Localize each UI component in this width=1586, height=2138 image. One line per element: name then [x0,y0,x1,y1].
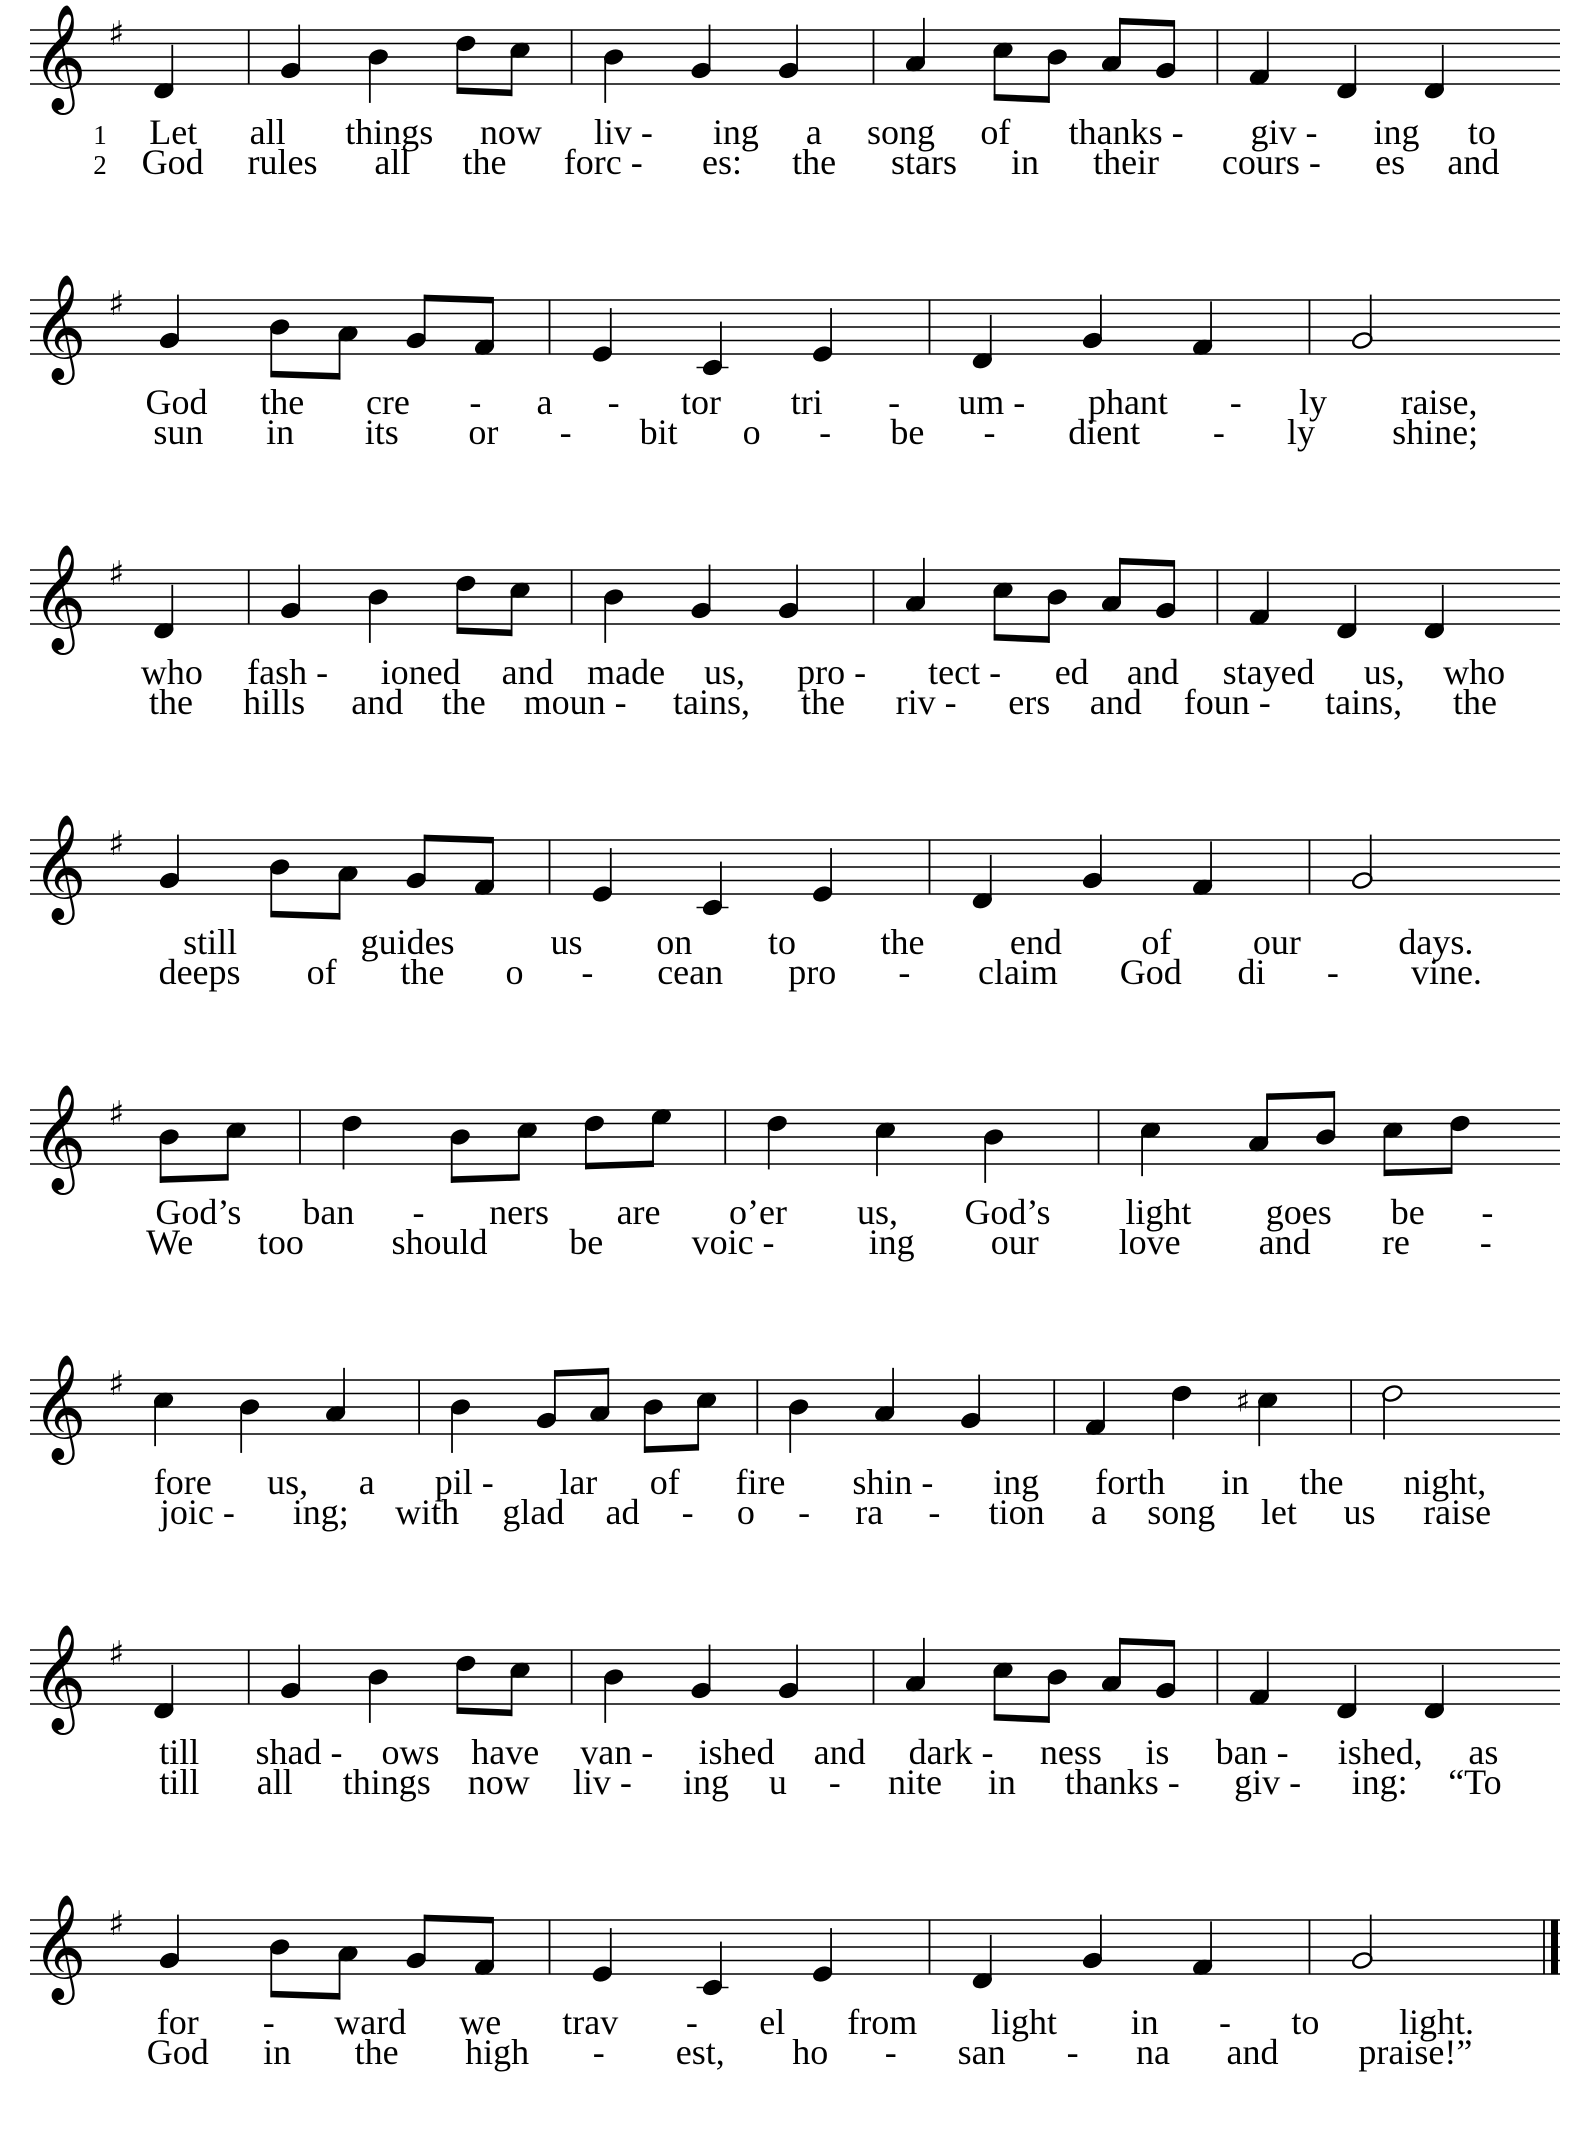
lyric-syllable: lar [559,1462,598,1502]
lyric-syllable: who [1443,652,1506,692]
lyric-syllable: fore [153,1462,212,1502]
lyric-syllable: the [354,2032,399,2072]
lyric-syllable: cre [365,382,410,422]
lyric-syllable: vine. [1410,952,1482,992]
lyric-syllable: all [256,1762,293,1802]
beam [424,295,494,304]
lyric-syllable: ing; [292,1492,349,1532]
lyric-syllable: ers [1008,682,1051,722]
lyric-syllable: a [536,382,553,422]
lyric-syllable: forth [1095,1462,1166,1502]
lyric-syllable: shad - [255,1732,343,1772]
lyric-syllable: “To [1448,1762,1502,1802]
lyric-syllable: the [801,682,845,722]
lyric-syllable: pil - [434,1462,494,1502]
lyric-syllable: praise!” [1358,2032,1473,2072]
lyric-syllable: be [1390,1192,1425,1232]
lyric-syllable: guides [360,922,455,962]
lyric-syllable: in [263,2032,292,2072]
key-signature-sharp-icon: ♯ [108,1634,125,1674]
lyric-syllable: - [928,1492,941,1532]
lyric-syllable: the [260,382,305,422]
lyric-syllable: - [983,412,996,452]
lyric-syllable: giv - [1250,112,1318,152]
lyric-syllable: um - [958,382,1026,422]
lyric-syllable: the [462,142,507,182]
lyric-syllable: tains, [1325,682,1403,722]
staff-system-6 [30,1353,1560,1532]
lyric-syllable: ing [868,1222,915,1262]
lyric-syllable: stayed [1222,652,1315,692]
treble-clef-icon: 𝄞 [32,1353,87,1460]
lyric-syllable: - [1212,412,1225,452]
lyric-syllable: and [1226,2032,1279,2072]
lyric-syllable: thanks - [1068,112,1184,152]
lyric-syllable: in [1130,2002,1159,2042]
lyric-syllable: to [767,922,796,962]
beam [585,1161,654,1170]
lyric-syllable: a [805,112,822,152]
lyric-syllable: God [141,142,204,182]
treble-clef-icon: 𝄞 [32,543,87,650]
lyric-syllable: all [249,112,286,152]
lyric-syllable: love [1118,1222,1181,1262]
lyric-syllable: phant [1087,382,1168,422]
beam [456,1707,512,1716]
lyric-syllable: fire [735,1462,786,1502]
lyric-syllable: be [890,412,925,452]
beam [270,1991,340,2000]
lyric-syllable: cours - [1221,142,1321,182]
lyric-syllable: us, [1363,652,1405,692]
beam [424,835,494,844]
lyric-syllable: di [1237,952,1266,992]
lyric-syllable: - [559,412,572,452]
beam [160,1174,229,1183]
lyric-syllable: and [351,682,404,722]
lyric-syllable: pro - [797,652,867,692]
beam [644,1444,699,1453]
lyric-syllable: pro [788,952,837,992]
lyric-syllable: tect - [928,652,1002,692]
lyric-syllable: ing [712,112,759,152]
lyric-syllable: who [140,652,203,692]
lyric-syllable: ly [1287,412,1316,452]
lyric-syllable: in [987,1762,1016,1802]
beam [994,94,1050,103]
lyric-syllable: - [1326,952,1339,992]
lyric-syllable: its [364,412,399,452]
lyric-syllable: the [400,952,445,992]
key-signature-sharp-icon: ♯ [108,1904,125,1944]
lyric-syllable: tion [988,1492,1045,1532]
lyric-syllable: - [685,2002,698,2042]
lyric-syllable: - [1229,382,1242,422]
lyric-syllable: our [990,1222,1039,1262]
lyric-syllable: claim [977,952,1058,992]
lyric-syllable: now [479,112,542,152]
lyric-syllable: - [469,382,482,422]
staff-system-2 [30,273,1560,452]
lyric-syllable: ished, [1337,1732,1423,1772]
lyric-syllable: ioned [380,652,461,692]
lyric-syllable: and [1089,682,1142,722]
lyric-syllable: thanks - [1064,1762,1180,1802]
lyric-syllable: for [156,2002,199,2042]
lyric-syllable: now [467,1762,530,1802]
lyric-syllable: to [1291,2002,1320,2042]
treble-clef-icon: 𝄞 [32,273,87,380]
sharp-accidental-icon: ♯ [1235,1384,1251,1420]
lyric-syllable: shin - [852,1462,934,1502]
lyric-syllable: our [1252,922,1301,962]
lyric-syllable: song [867,112,936,152]
lyric-syllable: things [345,112,434,152]
lyric-syllable: deeps [158,952,241,992]
lyric-syllable: - [1481,1192,1494,1232]
lyric-syllable: fash - [247,652,329,692]
lyric-syllable: have [471,1732,540,1772]
treble-clef-icon: 𝄞 [32,1893,87,2000]
lyric-syllable: - [262,2002,275,2042]
lyric-syllable: es: [701,142,742,182]
lyric-syllable: ban [302,1192,355,1232]
lyric-syllable: - [412,1192,425,1232]
key-signature-sharp-icon: ♯ [108,14,125,54]
lyric-syllable: hills [243,682,306,722]
lyric-syllable: in [1011,142,1040,182]
lyric-syllable: the [1453,682,1498,722]
staff-system-8 [30,1893,1560,2072]
lyric-syllable: shine; [1392,412,1479,452]
verse-number: 2 [93,150,107,180]
lyric-syllable: - [819,412,832,452]
lyric-syllable: be [569,1222,604,1262]
lyric-syllable: God’s [155,1192,242,1232]
lyric-syllable: light. [1399,2002,1475,2042]
lyric-syllable: ners [489,1192,550,1232]
lyric-syllable: bit [639,412,678,452]
lyric-syllable: God’s [964,1192,1051,1232]
staff-system-1 [30,3,1560,182]
lyric-syllable: nite [887,1762,942,1802]
lyric-syllable: as [1468,1732,1499,1772]
lyric-syllable: the [792,142,837,182]
beam [1384,1167,1453,1176]
lyric-syllable: night, [1403,1462,1487,1502]
lyric-syllable: a [358,1462,375,1502]
lyric-syllable: ows [381,1732,440,1772]
staff-system-4 [30,813,1560,992]
lyric-syllable: a [1090,1492,1107,1532]
lyric-syllable: made [587,652,666,692]
lyric-syllable: on [656,922,693,962]
lyric-syllable: tor [681,382,722,422]
lyric-syllable: - [1218,2002,1231,2042]
beam [1266,1091,1335,1100]
lyric-syllable: let [1260,1492,1297,1532]
treble-clef-icon: 𝄞 [32,1623,87,1730]
staff-system-5 [30,1083,1560,1262]
lyric-syllable: ing: [1351,1762,1408,1802]
beam [994,1714,1050,1723]
final-bar-thick [1551,1920,1558,1974]
lyric-syllable: too [257,1222,304,1262]
lyric-syllable: stars [891,142,958,182]
lyric-syllable: ho [792,2032,829,2072]
lyric-syllable: light [1125,1192,1192,1232]
key-signature-sharp-icon: ♯ [108,284,125,324]
key-signature-sharp-icon: ♯ [108,824,125,864]
beam [1119,18,1175,27]
lyric-syllable: of [980,112,1011,152]
lyric-syllable: dient [1068,412,1141,452]
lyric-syllable: - [798,1492,811,1532]
lyric-syllable: san [957,2032,1006,2072]
lyric-syllable: and [1258,1222,1311,1262]
lyric-syllable: to [1467,112,1496,152]
lyric-syllable: joic - [159,1492,235,1532]
beam [456,627,512,636]
lyric-syllable: us, [856,1192,899,1232]
treble-clef-icon: 𝄞 [32,3,87,110]
beam [270,911,340,920]
lyric-syllable: from [847,2002,918,2042]
lyric-syllable: ad [605,1492,640,1532]
treble-clef-icon: 𝄞 [32,813,87,920]
lyric-syllable: na [1136,2032,1171,2072]
lyric-syllable: - [888,382,901,422]
lyric-syllable: and [1126,652,1179,692]
lyric-syllable: the [1299,1462,1344,1502]
lyric-syllable: goes [1265,1192,1332,1232]
lyric-syllable: with [395,1492,460,1532]
lyric-syllable: are [616,1192,661,1232]
lyric-syllable: ed [1054,652,1089,692]
lyric-syllable: foun - [1183,682,1271,722]
beam [1119,558,1175,567]
lyric-syllable: tains, [673,682,751,722]
lyric-syllable: ing [1373,112,1420,152]
lyric-syllable: ly [1298,382,1327,422]
lyric-syllable: es [1375,142,1406,182]
lyric-syllable: o’er [729,1192,788,1232]
staff-system-3 [30,543,1560,722]
lyric-syllable: dark - [908,1732,994,1772]
lyric-syllable: till [159,1732,200,1772]
lyric-syllable: o [736,1492,755,1532]
lyric-syllable: things [342,1762,431,1802]
lyric-syllable: God [145,382,208,422]
lyric-syllable: of [1141,922,1172,962]
beam [456,87,512,96]
lyric-syllable: in [1221,1462,1250,1502]
lyric-syllable: ing [993,1462,1040,1502]
beam [424,1915,494,1924]
lyric-syllable: us, [704,652,746,692]
lyric-syllable: est, [675,2032,725,2072]
lyric-syllable: raise, [1400,382,1478,422]
beam [270,371,340,380]
lyric-syllable: still [183,922,238,962]
lyric-syllable: van - [580,1732,654,1772]
beam [554,1368,609,1377]
lyric-syllable: trav [562,2002,619,2042]
lyric-syllable: liv - [572,1762,632,1802]
lyric-syllable: liv - [593,112,653,152]
lyric-syllable: - [898,952,911,992]
lyric-syllable: and [813,1732,866,1772]
lyric-syllable: - [607,382,620,422]
lyric-syllable: in [266,412,295,452]
lyric-syllable: should [391,1222,488,1262]
lyric-syllable: tri [790,382,823,422]
lyric-syllable: us, [267,1462,309,1502]
lyric-syllable: song [1147,1492,1216,1532]
lyric-syllable: us [1343,1492,1376,1532]
lyric-syllable: days. [1398,922,1474,962]
key-signature-sharp-icon: ♯ [108,1364,125,1404]
lyric-syllable: ra [855,1492,884,1532]
lyric-syllable: - [581,952,594,992]
lyric-syllable: the [441,682,486,722]
lyric-syllable: high [465,2032,530,2072]
lyric-syllable: ing [682,1762,729,1802]
lyric-syllable: re [1381,1222,1410,1262]
lyric-syllable: riv - [895,682,957,722]
lyric-syllable: ban - [1215,1732,1289,1772]
lyric-syllable: ness [1039,1732,1102,1772]
key-signature-sharp-icon: ♯ [108,1094,125,1134]
lyric-syllable: us [550,922,583,962]
beam [994,634,1050,643]
lyric-syllable: - [884,2032,897,2072]
lyric-syllable: rules [247,142,318,182]
lyric-syllable: sun [153,412,204,452]
lyric-syllable: ished [698,1732,775,1772]
lyric-syllable: el [759,2002,786,2042]
lyric-syllable: is [1145,1732,1170,1772]
lyric-syllable: God [146,2032,209,2072]
lyric-syllable: - [1479,1222,1492,1262]
lyric-syllable: their [1093,142,1160,182]
lyric-syllable: u [768,1762,787,1802]
beam [1119,1638,1175,1647]
lyric-syllable: ward [334,2002,407,2042]
lyric-syllable: of [306,952,337,992]
lyric-syllable: We [146,1222,194,1262]
verse-number: 1 [93,120,107,150]
lyric-syllable: - [681,1492,694,1532]
lyric-syllable: giv - [1234,1762,1302,1802]
lyric-syllable: - [592,2032,605,2072]
lyric-syllable: and [501,652,554,692]
lyric-syllable: God [1119,952,1182,992]
lyric-syllable: till [159,1762,200,1802]
lyric-syllable: - [828,1762,841,1802]
lyric-syllable: end [1009,922,1062,962]
lyric-syllable: the [148,682,193,722]
beam [451,1174,520,1183]
lyric-syllable: forc - [563,142,643,182]
lyric-syllable: the [880,922,925,962]
lyric-syllable: we [459,2002,502,2042]
lyric-syllable: moun - [523,682,627,722]
lyric-syllable: Let [149,112,198,152]
lyric-syllable: raise [1423,1492,1492,1532]
lyric-syllable: - [1066,2032,1079,2072]
key-signature-sharp-icon: ♯ [108,554,125,594]
lyric-syllable: of [649,1462,680,1502]
lyric-syllable: glad [502,1492,565,1532]
lyric-syllable: cean [657,952,724,992]
lyric-syllable: o [742,412,761,452]
lyric-syllable: o [505,952,524,992]
lyric-syllable: light [990,2002,1057,2042]
treble-clef-icon: 𝄞 [32,1083,87,1190]
lyric-syllable: all [374,142,411,182]
lyric-syllable: voic - [691,1222,775,1262]
lyric-syllable: and [1447,142,1500,182]
lyric-syllable: or [468,412,499,452]
staff-system-7 [30,1623,1560,1802]
